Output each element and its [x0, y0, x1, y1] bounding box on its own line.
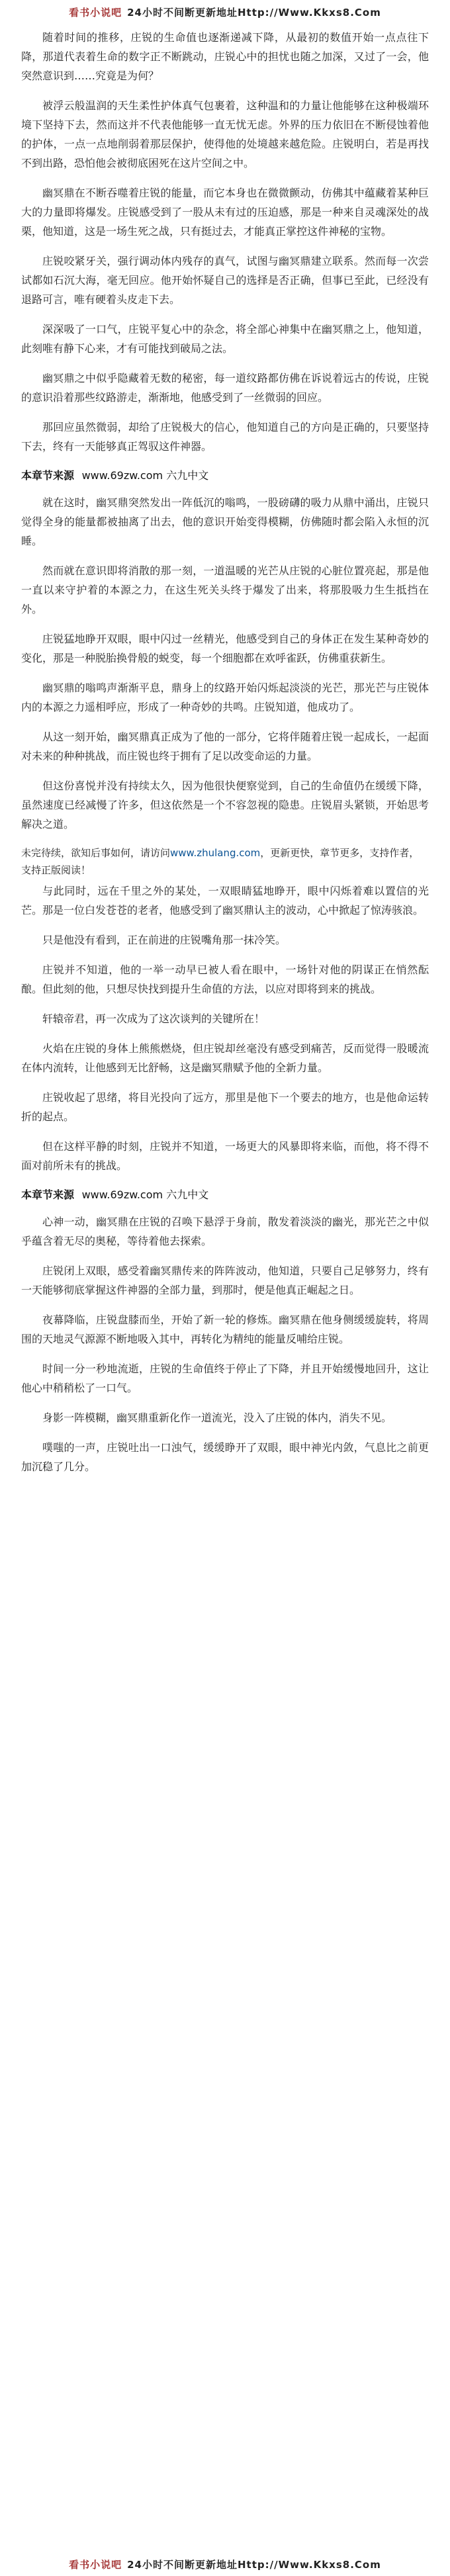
paragraph: 庄锐猛地睁开双眼，眼中闪过一丝精光，他感受到自己的身体正在发生某种奇妙的变化，那是一种脱胎换骨般的蜕变，每一个细胞都在欢呼雀跃，仿佛重获新生。: [21, 633, 429, 664]
source-url[interactable]: www.69zw.com 六九中文: [81, 469, 209, 482]
paragraph: 但在这样平静的时刻，庄锐并不知道，一场更大的风暴即将来临，而他，将不得不面对前所未有的挑战。: [21, 1140, 429, 1172]
paragraph: 被浮云般温润的天生柔性护体真气包裹着，这种温和的力量让他能够在这种极端环境下坚持下去，然而这并不代表他能够一直无忧无虑。外界的压力依旧在不断侵蚀着他的护体，一点一点地削弱着那层保护，使得他的处境越来越危险。庄锐明白，若是再找不到出路，恐怕他会被彻底困死在这片空间之中。: [21, 99, 429, 169]
paragraph: 轩辕帝君，再一次成为了这次谈判的关键所在！: [42, 1012, 265, 1025]
site-name: 看书小说吧: [69, 2558, 122, 2571]
notice-text: 未完待续，欲知后事如何，请访问: [21, 847, 171, 859]
paragraph: 就在这时，幽冥鼎突然发出一阵低沉的嗡鸣，一股磅礴的吸力从鼎中涌出，庄锐只觉得全身的能量都被抽离了出去，他的意识开始变得模糊，仿佛随时都会陷入永恒的沉睡。: [21, 496, 429, 547]
paragraph: 随着时间的推移，庄锐的生命值也逐渐递减下降，从最初的数值开始一点点往下降，那道代表着生命的数字正不断跳动，庄锐心中的担忧也随之加深，又过了一会，他突然意识到……究竟是为何？: [21, 31, 429, 82]
paragraph: 庄锐收起了思绪，将目光投向了远方，那里是他下一个要去的地方，也是他命运转折的起点。: [21, 1091, 429, 1123]
paragraph: 火焰在庄锐的身体上熊熊燃烧，但庄锐却丝毫没有感受到痛苦，反而觉得一股暖流在体内流转，让他感到无比舒畅，这是幽冥鼎赋予他的全新力量。: [21, 1042, 429, 1074]
chapter-body-4: [21, 1212, 429, 1476]
paragraph: 庄锐并不知道，他的一举一动早已被人看在眼中，一场针对他的阴谋正在悄然酝酿。但此刻的他，只想尽快找到提升生命值的方法，以应对即将到来的挑战。: [21, 963, 429, 995]
chapter-body-3: [21, 881, 429, 1175]
source-label: 本章节来源: [21, 1188, 75, 1201]
paragraph: 幽冥鼎的嗡鸣声渐渐平息，鼎身上的纹路开始闪烁起淡淡的光芒，那光芒与庄锐体内的本源之力遥相呼应，形成了一种奇妙的共鸣。庄锐知道，他成功了。: [21, 682, 429, 713]
chapter-body-1: [21, 28, 429, 456]
paragraph: 庄锐咬紧牙关，强行调动体内残存的真气，试图与幽冥鼎建立联系。然而每一次尝试都如石沉大海，毫无回应。他开始怀疑自己的选择是否正确，但事已至此，已经没有退路可言，唯有硬着头皮走下去。: [21, 255, 429, 306]
paragraph: 但这份喜悦并没有持续太久，因为他很快便察觉到，自己的生命值仍在缓缓下降，虽然速度已经减慢了许多，但这依然是一个不容忽视的隐患。庄锐眉头紧锁，开始思考解决之道。: [21, 779, 429, 830]
top-banner[interactable]: [21, 1, 429, 22]
paragraph: 身影一阵模糊，幽冥鼎重新化作一道流光，没入了庄锐的体内，消失不见。: [42, 1411, 392, 1424]
source-label: 本章节来源: [21, 469, 75, 482]
notice-link[interactable]: www.zhulang.com: [170, 847, 261, 859]
bottom-banner[interactable]: [0, 2554, 450, 2575]
paragraph: 时间一分一秒地流逝，庄锐的生命值终于停止了下降，并且开始缓慢地回升，这让他心中稍稍松了一口气。: [21, 1362, 429, 1394]
site-tagline: 24小时不间断更新地址Http://Www.Kkxs8.Com: [127, 2558, 381, 2571]
site-tagline: 24小时不间断更新地址Http://Www.Kkxs8.Com: [127, 6, 381, 19]
document-page: [0, 1, 450, 2576]
continue-notice: [21, 844, 429, 879]
paragraph: 那回应虽然微弱，却给了庄锐极大的信心，他知道自己的方向是正确的，只要坚持下去，终有一天能够真正驾驭这件神器。: [21, 421, 429, 453]
source-line[interactable]: [21, 466, 429, 485]
paragraph: 幽冥鼎之中似乎隐藏着无数的秘密，每一道纹路都仿佛在诉说着远古的传说，庄锐的意识沿着那些纹路游走，渐渐地，他感受到了一丝微弱的回应。: [21, 372, 429, 404]
paragraph: 幽冥鼎在不断吞噬着庄锐的能量，而它本身也在微微颤动，仿佛其中蕴藏着某种巨大的力量即将爆发。庄锐感受到了一股从未有过的压迫感，那是一种来自灵魂深处的战栗，他知道，这是一场生死之战，只有挺过去，才能真正掌控这件神秘的宝物。: [21, 187, 429, 238]
chapter-body-2: [21, 493, 429, 834]
source-url[interactable]: www.69zw.com 六九中文: [81, 1188, 209, 1201]
paragraph: 然而就在意识即将消散的那一刻，一道温暖的光芒从庄锐的心脏位置亮起，那是他一直以来守护着的本源之力，在这生死关头终于爆发了出来，将那股吸力生生抵挡在外。: [21, 564, 429, 615]
paragraph: 只是他没有看到，正在前进的庄锐嘴角那一抹冷笑。: [42, 934, 287, 946]
paragraph: 深深吸了一口气，庄锐平复心中的杂念，将全部心神集中在幽冥鼎之上，他知道，此刻唯有静下心来，才有可能找到破局之法。: [21, 323, 429, 355]
paragraph: 从这一刻开始，幽冥鼎真正成为了他的一部分，它将伴随着庄锐一起成长，一起面对未来的种种挑战，而庄锐也终于拥有了足以改变命运的力量。: [21, 731, 429, 762]
notice-text-2: ，更新更快，章节更多，支持作者，支持正版阅读！: [21, 847, 420, 876]
paragraph: 庄锐闭上双眼，感受着幽冥鼎传来的阵阵波动，他知道，只要自己足够努力，终有一天能够彻底掌握这件神器的全部力量，到那时，便是他真正崛起之日。: [21, 1265, 429, 1296]
paragraph: 与此同时，远在千里之外的某处，一双眼睛猛地睁开，眼中闪烁着难以置信的光芒。那是一位白发苍苍的老者，他感受到了幽冥鼎认主的波动，心中掀起了惊涛骇浪。: [21, 885, 429, 916]
paragraph: 噗嗤的一声，庄锐吐出一口浊气，缓缓睁开了双眼，眼中神光内敛，气息比之前更加沉稳了几分。: [21, 1441, 429, 1473]
paragraph: 心神一动，幽冥鼎在庄锐的召唤下悬浮于身前，散发着淡淡的幽光，那光芒之中似乎蕴含着无尽的奥秘，等待着他去探索。: [21, 1216, 429, 1247]
paragraph: 夜幕降临，庄锐盘膝而坐，开始了新一轮的修炼。幽冥鼎在他身侧缓缓旋转，将周围的天地灵气源源不断地吸入其中，再转化为精纯的能量反哺给庄锐。: [21, 1313, 429, 1345]
source-line[interactable]: [21, 1186, 429, 1204]
site-name: 看书小说吧: [69, 6, 122, 19]
